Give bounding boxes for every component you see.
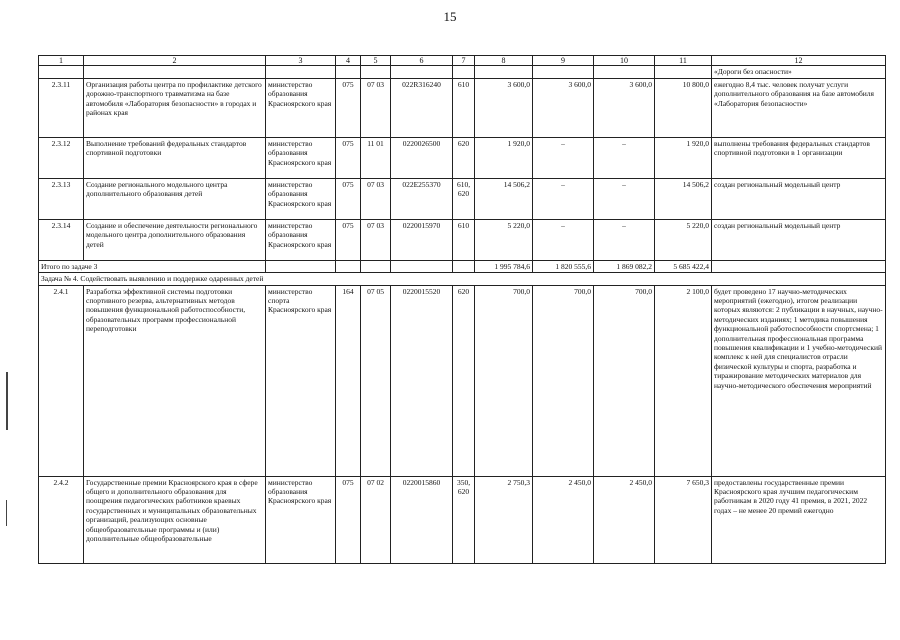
task-title-row [39, 273, 886, 285]
continued-result-text: «Дороги без опасности» [712, 66, 886, 78]
total-amount: 14 506,2 [655, 178, 712, 219]
year1-amount: 5 220,0 [475, 219, 533, 260]
year3-amount: – [594, 219, 655, 260]
subtotal-total: 5 685 422,4 [655, 260, 712, 272]
header-cell: 6 [391, 56, 453, 66]
header-cell: 3 [266, 56, 336, 66]
subtotal-year1: 1 995 784,6 [475, 260, 533, 272]
year3-amount: – [594, 178, 655, 219]
table-header-row [39, 56, 886, 66]
csr-code: 0220026500 [391, 137, 453, 178]
expected-result: ежегодно 8,4 тыс. человек получат услуги дополнительного образования на базе автомобиля «Лаборатория безопасности» [712, 78, 886, 137]
executor: министерство образования Красноярского края [266, 78, 336, 137]
header-cell: 11 [655, 56, 712, 66]
total-amount: 5 220,0 [655, 219, 712, 260]
vr-code: 610, 620 [453, 178, 475, 219]
year1-amount: 700,0 [475, 285, 533, 476]
rzpr-code: 07 02 [361, 476, 391, 563]
year2-amount: 2 450,0 [533, 476, 594, 563]
year1-amount: 2 750,3 [475, 476, 533, 563]
executor: министерство образования Красноярского края [266, 476, 336, 563]
rzpr-code: 07 03 [361, 78, 391, 137]
row-number: 2.3.13 [39, 178, 84, 219]
year3-amount: 700,0 [594, 285, 655, 476]
row-number: 2.3.11 [39, 78, 84, 137]
vr-code: 620 [453, 137, 475, 178]
row-number: 2.4.2 [39, 476, 84, 563]
expected-result: будет проведено 17 научно-методических мероприятий (ежегодно), итогом реализации которых являются: 2 публикации в научных, научно-методических изданиях; 1 методика повышения функциональной работоспособности спортсмена; 1 дополнительная профессиональная программа повышения квалификации и 1 учебно-методический комплекс к ней для специалистов отрасли физической культуры и спорта, разработка и тиражирование методических материалов для научно-методического обеспечения мероприятий [712, 285, 886, 476]
header-cell: 9 [533, 56, 594, 66]
grbs-code: 075 [336, 219, 361, 260]
year1-amount: 3 600,0 [475, 78, 533, 137]
year2-amount: 3 600,0 [533, 78, 594, 137]
vr-code: 350, 620 [453, 476, 475, 563]
rzpr-code: 07 05 [361, 285, 391, 476]
year3-amount: 3 600,0 [594, 78, 655, 137]
grbs-code: 164 [336, 285, 361, 476]
table-row [39, 476, 886, 563]
year3-amount: – [594, 137, 655, 178]
csr-code: 0220015520 [391, 285, 453, 476]
subtotal-year3: 1 869 082,2 [594, 260, 655, 272]
row-number: 2.4.1 [39, 285, 84, 476]
header-cell: 12 [712, 56, 886, 66]
activity-name: Создание и обеспечение деятельности регионального модельного центра дополнительного образования детей [84, 219, 266, 260]
expected-result: создан региональный модельный центр [712, 219, 886, 260]
executor: министерство образования Красноярского края [266, 178, 336, 219]
activity-name: Государственные премии Красноярского края в сфере общего и дополнительного образования для поощрения педагогических работников краевых государственных и муниципальных образовательных организаций, реализующих основные общеобразовательные программы и (или) дополнительные общеобразовательные [84, 476, 266, 563]
continuation-row [39, 66, 886, 78]
grbs-code: 075 [336, 78, 361, 137]
task-title: Задача № 4. Содействовать выявлению и поддержке одаренных детей [39, 273, 886, 285]
year2-amount: – [533, 137, 594, 178]
table-row [39, 78, 886, 137]
year2-amount: – [533, 178, 594, 219]
csr-code: 022R316240 [391, 78, 453, 137]
total-amount: 1 920,0 [655, 137, 712, 178]
header-cell: 10 [594, 56, 655, 66]
row-number: 2.3.12 [39, 137, 84, 178]
year2-amount: – [533, 219, 594, 260]
csr-code: 022E255370 [391, 178, 453, 219]
header-cell: 4 [336, 56, 361, 66]
executor: министерство спорта Красноярского края [266, 285, 336, 476]
csr-code: 0220015970 [391, 219, 453, 260]
expected-result: предоставлены государственные премии Красноярского края лучшим педагогическим работникам в 2020 году 41 премия, в 2021, 2022 годах – не менее 20 премий ежегодно [712, 476, 886, 563]
header-cell: 5 [361, 56, 391, 66]
table-row [39, 285, 886, 476]
header-cell: 8 [475, 56, 533, 66]
table-row [39, 178, 886, 219]
executor: министерство образования Красноярского края [266, 219, 336, 260]
vr-code: 610 [453, 219, 475, 260]
subtotal-label: Итого по задаче 3 [39, 260, 266, 272]
year3-amount: 2 450,0 [594, 476, 655, 563]
activity-name: Создание регионального модельного центра дополнительного образования детей [84, 178, 266, 219]
page-number: 15 [443, 9, 457, 24]
activity-name: Организация работы центра по профилактике детского дорожно-транспортного травматизма на базе автомобиля «Лаборатория безопасности» в городах и районах края [84, 78, 266, 137]
grbs-code: 075 [336, 178, 361, 219]
header-cell: 2 [84, 56, 266, 66]
table-row [39, 137, 886, 178]
executor: министерство образования Красноярского края [266, 137, 336, 178]
year2-amount: 700,0 [533, 285, 594, 476]
table-row [39, 219, 886, 260]
header-cell: 7 [453, 56, 475, 66]
grbs-code: 075 [336, 476, 361, 563]
scan-artifact-line [6, 372, 8, 430]
year1-amount: 14 506,2 [475, 178, 533, 219]
vr-code: 620 [453, 285, 475, 476]
expected-result: выполнены требования федеральных стандартов спортивной подготовки в 1 организации [712, 137, 886, 178]
program-activities-table [38, 55, 886, 564]
activity-name: Разработка эффективной системы подготовки спортивного резерва, альтернативных методов повышения функциональной работоспособности, образовательных программ профессиональной переподготовки [84, 285, 266, 476]
subtotal-year2: 1 820 555,6 [533, 260, 594, 272]
grbs-code: 075 [336, 137, 361, 178]
year1-amount: 1 920,0 [475, 137, 533, 178]
total-amount: 7 650,3 [655, 476, 712, 563]
row-number: 2.3.14 [39, 219, 84, 260]
rzpr-code: 07 03 [361, 178, 391, 219]
total-amount: 2 100,0 [655, 285, 712, 476]
rzpr-code: 11 01 [361, 137, 391, 178]
header-cell: 1 [39, 56, 84, 66]
csr-code: 0220015860 [391, 476, 453, 563]
activity-name: Выполнение требований федеральных стандартов спортивной подготовки [84, 137, 266, 178]
vr-code: 610 [453, 78, 475, 137]
rzpr-code: 07 03 [361, 219, 391, 260]
total-amount: 10 800,0 [655, 78, 712, 137]
expected-result: создан региональный модельный центр [712, 178, 886, 219]
scan-artifact-line [6, 500, 7, 526]
subtotal-row [39, 260, 886, 272]
